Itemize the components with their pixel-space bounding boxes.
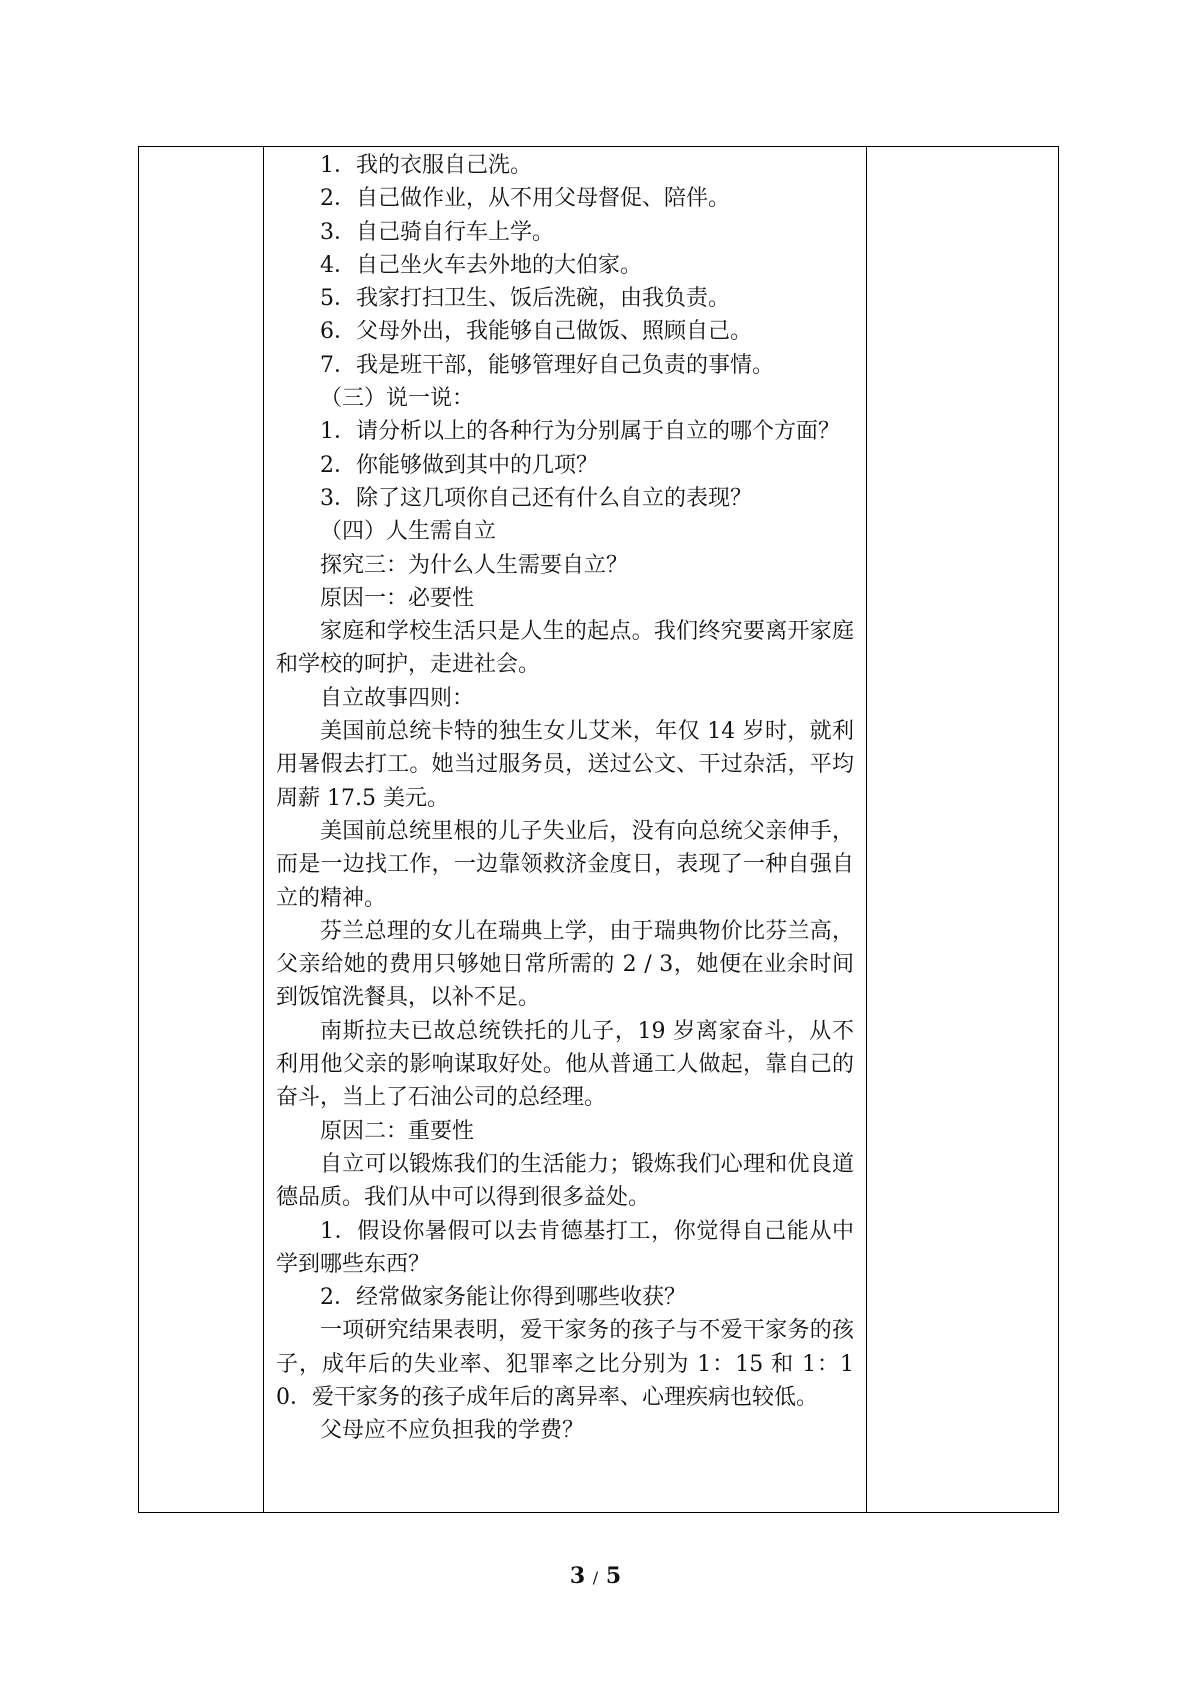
table-column-right [867,147,1058,1512]
paragraph: 1．请分析以上的各种行为分别属于自立的哪个方面？ [320,419,840,445]
paragraph: 2．你能够做到其中的几项？ [320,452,598,478]
paragraph: 2．经常做家务能让你得到哪些收获？ [320,1285,686,1311]
page-number [0,1563,1191,1589]
paragraph: 原因一：必要性 [320,585,475,611]
paragraph: 美国前总统里根的儿子失业后，没有向总统父亲伸手，而是一边找工作，一边靠领救济金度日，表现了一种自强自立的精神。 [276,818,854,911]
paragraph: 3．自己骑自行车上学。 [320,219,554,245]
paragraph: 美国前总统卡特的独生女儿艾米，年仅 14 岁时，就利用暑假去打工。她当过服务员，送过公文、干过杂活，平均周薪 17.5 美元。 [276,719,854,811]
lesson-table [138,146,1059,1513]
paragraph: 4．自己坐火车去外地的大伯家。 [320,252,642,278]
paragraph: 自立故事四则： [320,685,475,711]
paragraph: 6．父母外出，我能够自己做饭、照顾自己。 [320,319,752,345]
paragraph: 原因二：重要性 [320,1118,475,1144]
section-heading: （三）说一说： [320,386,475,412]
paragraph: 3．除了这几项你自己还有什么自立的表现？ [320,485,752,511]
paragraph: 5．我家打扫卫生、饭后洗碗，由我负责。 [320,286,730,312]
page-total: 5 [605,1563,622,1589]
paragraph: 自立可以锻炼我们的生活能力；锻炼我们心理和优良道德品质。我们从中可以得到很多益处。 [276,1151,854,1211]
paragraph: 芬兰总理的女儿在瑞典上学，由于瑞典物价比芬兰高，父亲给她的费用只够她日常所需的 2 / 3，她便在业余时间到饭馆洗餐具，以补不足。 [276,918,854,1011]
page-separator: / [592,1568,599,1587]
paragraph: 南斯拉夫已故总统铁托的儿子，19 岁离家奋斗，从不利用他父亲的影响谋取好处。他从普通工人做起，靠自己的奋斗，当上了石油公司的总经理。 [276,1018,854,1111]
section-heading: （四）人生需自立 [320,519,497,545]
table-column-content [264,147,867,1512]
paragraph: 一项研究结果表明，爱干家务的孩子与不爱干家务的孩子，成年后的失业率、犯罪率之比分别为 1：15 和 1：10．爱干家务的孩子成年后的离异率、心理疾病也较低。 [276,1318,854,1410]
paragraph: 1．假设你暑假可以去肯德基打工，你觉得自己能从中学到哪些东西？ [276,1218,854,1277]
paragraph: 父母应不应负担我的学费？ [320,1418,585,1444]
paragraph: 2．自己做作业，从不用父母督促、陪伴。 [320,186,730,212]
paragraph: 家庭和学校生活只是人生的起点。我们终究要离开家庭和学校的呵护，走进社会。 [276,619,854,678]
page-current: 3 [569,1563,586,1589]
paragraph: 7．我是班干部，能够管理好自己负责的事情。 [320,352,774,378]
table-column-left [139,147,264,1512]
paragraph: 探究三：为什么人生需要自立？ [320,552,629,578]
paragraph: 1．我的衣服自己洗。 [320,153,532,178]
